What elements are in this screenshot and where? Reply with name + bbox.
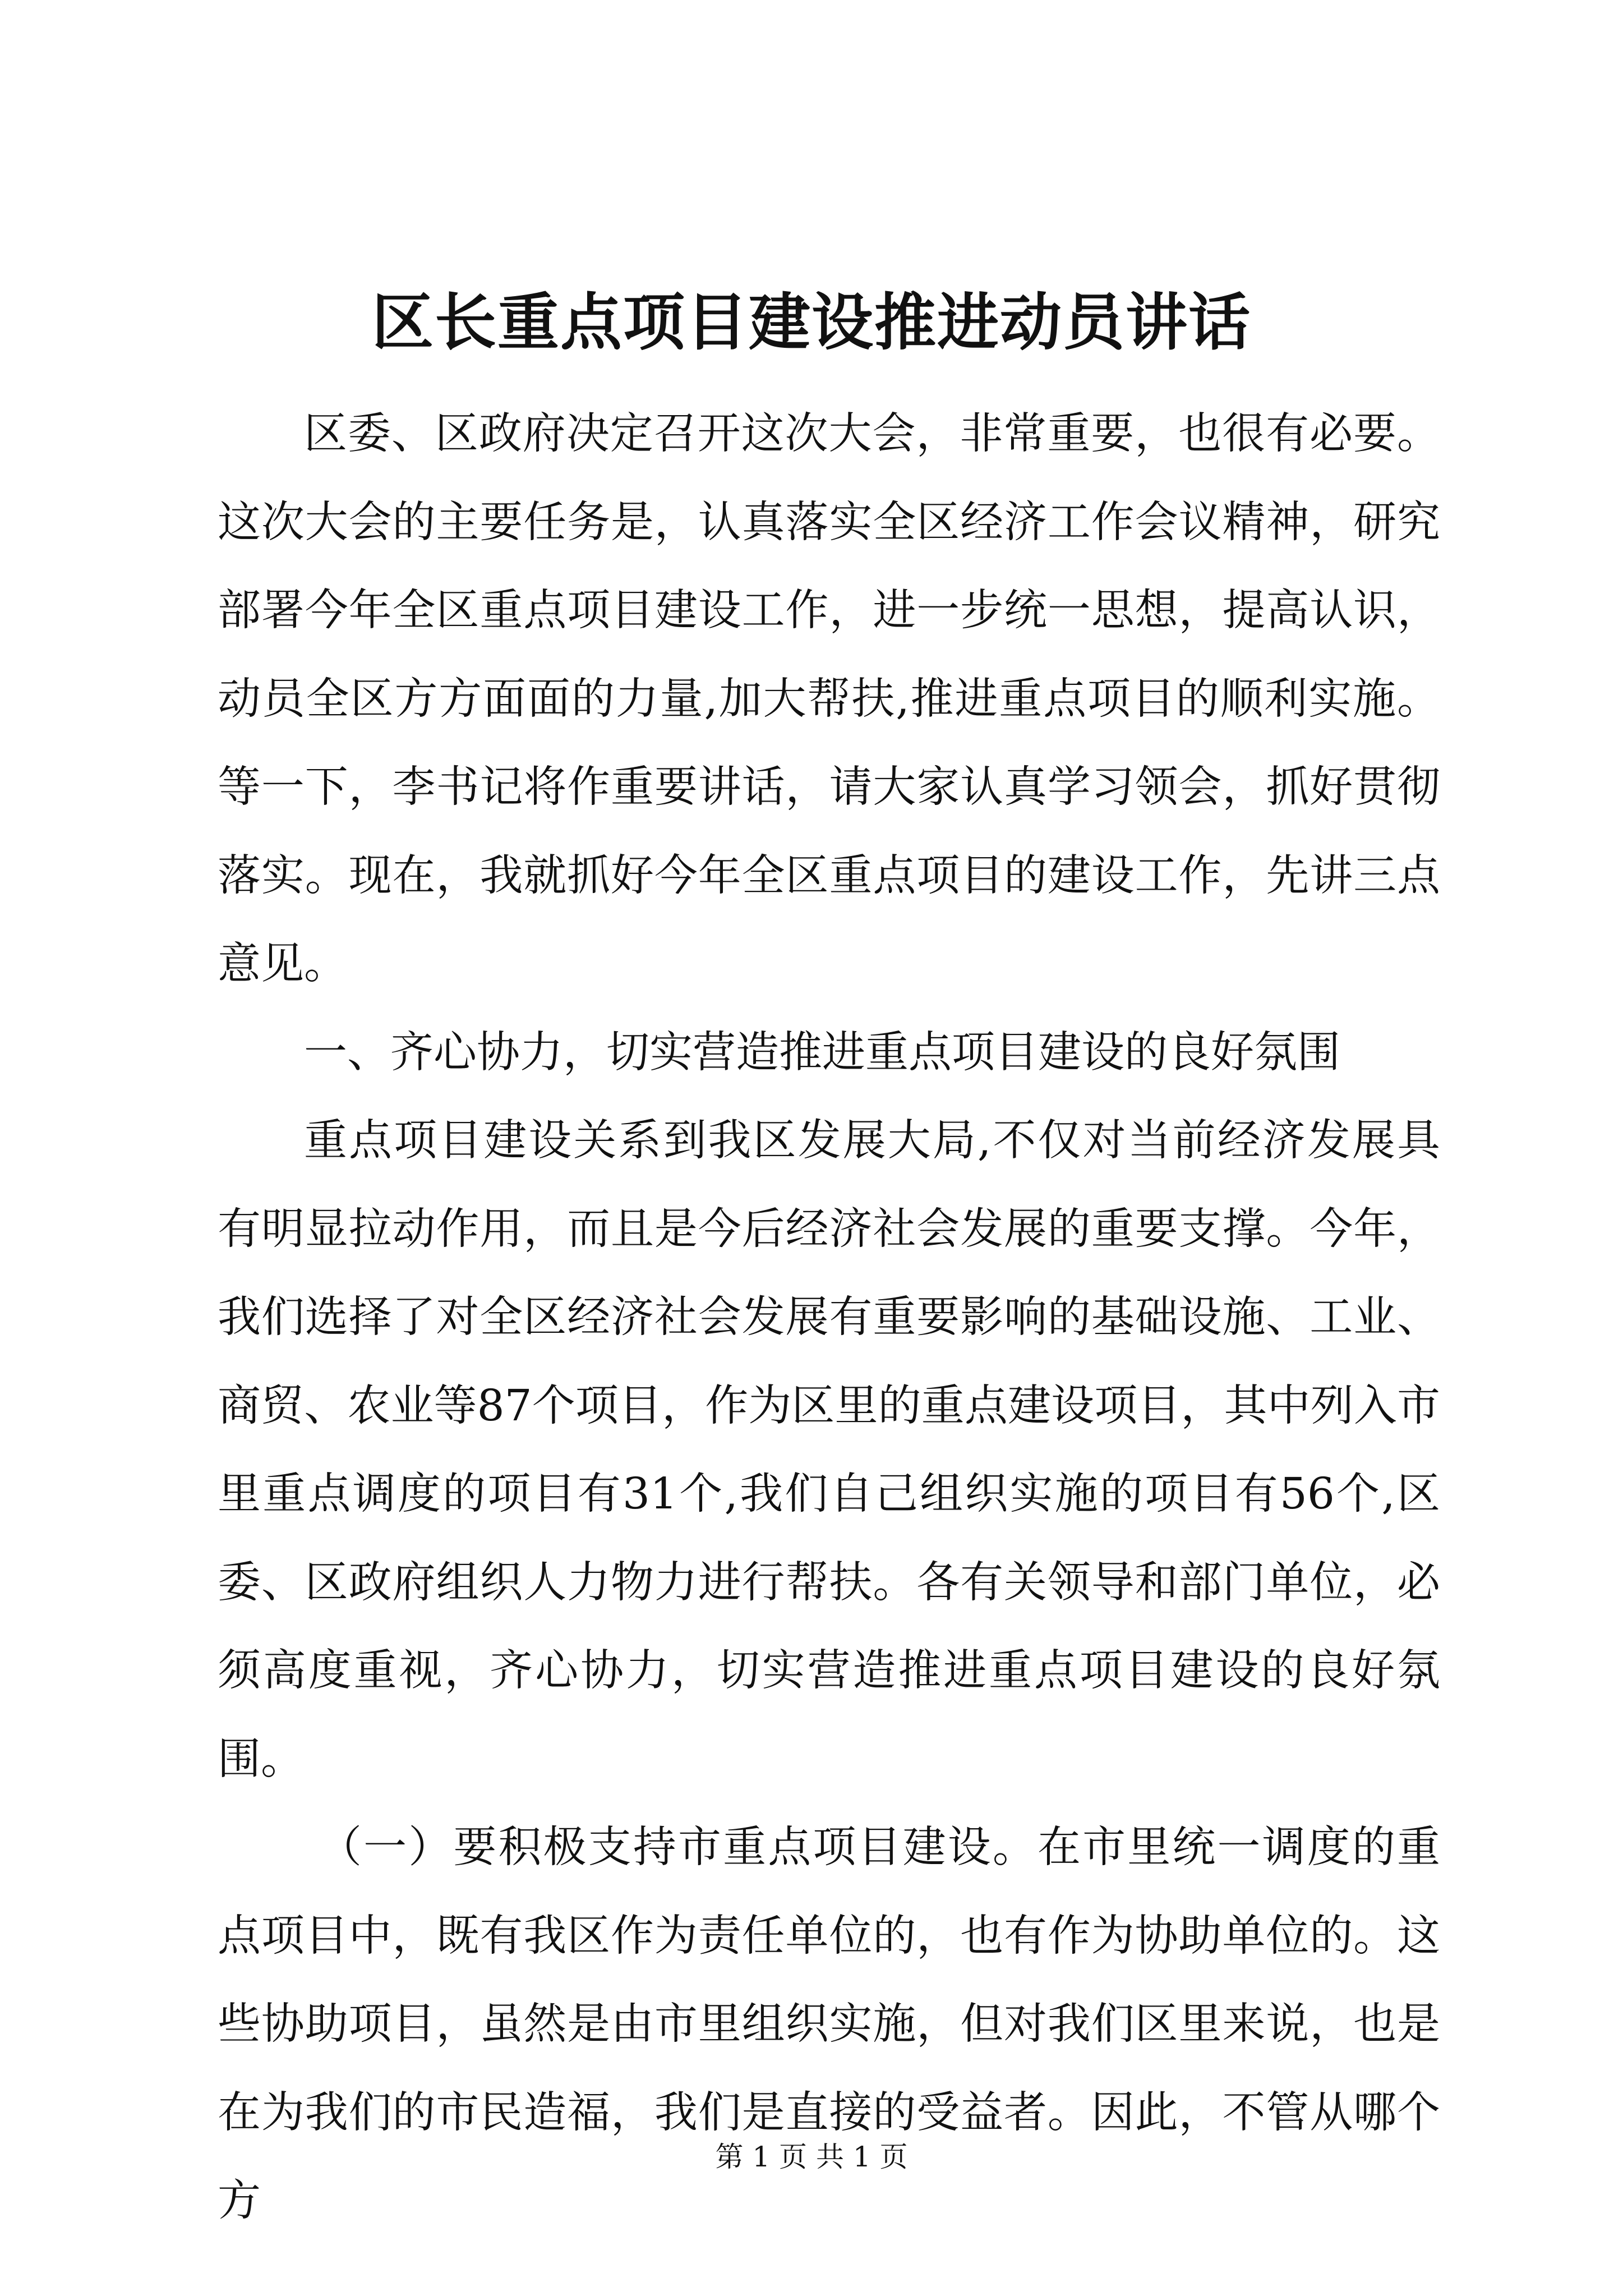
document-title: 区长重点项目建设推进动员讲话 bbox=[372, 286, 1251, 358]
document-body bbox=[218, 390, 1440, 2246]
paragraph-intro: 区委、区政府决定召开这次大会，非常重要，也很有必要。这次大会的主要任务是，认真落实全区经济工作会议精神，研究部署今年全区重点项目建设工作，进一步统一思想，提高认识，动员全区方方面面的力量,加大帮扶,推进重点项目的顺利实施。等一下，李书记将作重要讲话，请大家认真学习领会，抓好贯彻落实。现在，我就抓好今年全区重点项目的建设工作，先讲三点意见。 bbox=[218, 409, 1440, 989]
section-heading-1: 一、齐心协力，切实营造推进重点项目建设的良好氛围 bbox=[304, 1027, 1340, 1078]
page-footer bbox=[0, 2140, 1623, 2174]
paragraph-subsection-1: （一）要积极支持市重点项目建设。在市里统一调度的重点项目中，既有我区作为责任单位的，也有作为协助单位的。这些协助项目，虽然是由市里组织实施，但对我们区里来说，也是在为我们的市民造福，我们是直接的受益者。因此，不管从哪个方 bbox=[218, 1823, 1440, 2226]
page-number-label: 第 1 页 共 1 页 bbox=[715, 2141, 908, 2173]
paragraph-section-1: 重点项目建设关系到我区发展大局,不仅对当前经济发展具有明显拉动作用，而且是今后经济社会发展的重要支撑。今年，我们选择了对全区经济社会发展有重要影响的基础设施、工业、商贸、农业等87个项目，作为区里的重点建设项目，其中列入市里重点调度的项目有31个,我们自己组织实施的项目有56个,区委、区政府组织人力物力进行帮扶。各有关领导和部门单位，必须高度重视，齐心协力，切实营造推进重点项目建设的良好氛围。 bbox=[218, 1116, 1440, 1784]
